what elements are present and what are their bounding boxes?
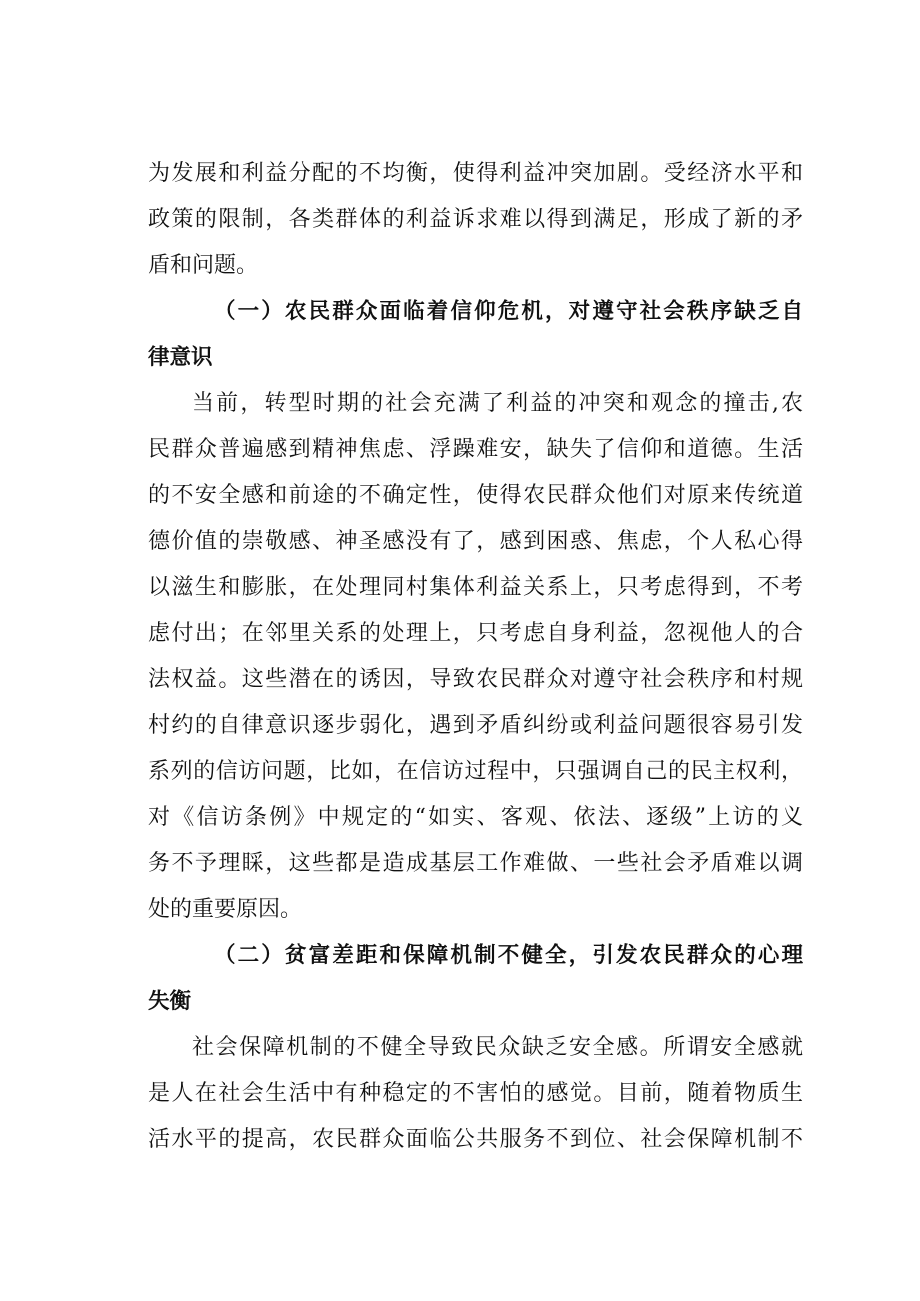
paragraph-social-security bbox=[148, 1025, 803, 1163]
paragraph-belief-crisis bbox=[148, 381, 803, 933]
heading-line: 律意识 bbox=[148, 345, 213, 370]
heading-line: （一）农民群众面临着信仰危机，对遵守社会秩序缺乏自 bbox=[214, 299, 803, 324]
paragraph-continuation bbox=[148, 151, 803, 289]
text-line: 民群众普遍感到精神焦虑、浮躁难安，缺失了信仰和道德。生活 bbox=[148, 437, 803, 462]
section-heading-2 bbox=[148, 933, 803, 1025]
text-line: 活水平的提高，农民群众面临公共服务不到位、社会保障机制不 bbox=[148, 1127, 803, 1152]
text-line: 系列的信访问题，比如，在信访过程中，只强调自己的民主权利， bbox=[148, 759, 803, 784]
text-line: 盾和问题。 bbox=[148, 253, 259, 278]
text-line: 的不安全感和前途的不确定性，使得农民群众他们对原来传统道 bbox=[148, 483, 803, 508]
heading-line: 失衡 bbox=[148, 989, 192, 1014]
text-line: 处的重要原因。 bbox=[148, 897, 303, 922]
text-line: 法权益。这些潜在的诱因，导致农民群众对遵守社会秩序和村规 bbox=[148, 667, 803, 692]
text-line: 社会保障机制的不健全导致民众缺乏安全感。所谓安全感就 bbox=[192, 1035, 803, 1060]
text-line: 为发展和利益分配的不均衡，使得利益冲突加剧。受经济水平和 bbox=[148, 161, 803, 186]
heading-line: （二）贫富差距和保障机制不健全，引发农民群众的心理 bbox=[214, 943, 803, 968]
text-line: 务不予理睬，这些都是造成基层工作难做、一些社会矛盾难以调 bbox=[148, 851, 803, 876]
text-line: 村约的自律意识逐步弱化，遇到矛盾纠纷或利益问题很容易引发 bbox=[148, 713, 803, 738]
document-body bbox=[148, 151, 803, 1163]
text-line: 以滋生和膨胀，在处理同村集体利益关系上，只考虑得到，不考 bbox=[148, 575, 803, 600]
section-heading-1 bbox=[148, 289, 803, 381]
text-line: 对《信访条例》中规定的“如实、客观、依法、逐级”上访的义 bbox=[148, 805, 803, 830]
text-line: 虑付出；在邻里关系的处理上，只考虑自身利益，忽视他人的合 bbox=[148, 621, 803, 646]
text-line: 当前，转型时期的社会充满了利益的冲突和观念的撞击,农 bbox=[192, 391, 803, 416]
text-line: 是人在社会生活中有种稳定的不害怕的感觉。目前，随着物质生 bbox=[148, 1081, 803, 1106]
text-line: 德价值的崇敬感、神圣感没有了，感到困惑、焦虑，个人私心得 bbox=[148, 529, 803, 554]
text-line: 政策的限制，各类群体的利益诉求难以得到满足，形成了新的矛 bbox=[148, 207, 803, 232]
